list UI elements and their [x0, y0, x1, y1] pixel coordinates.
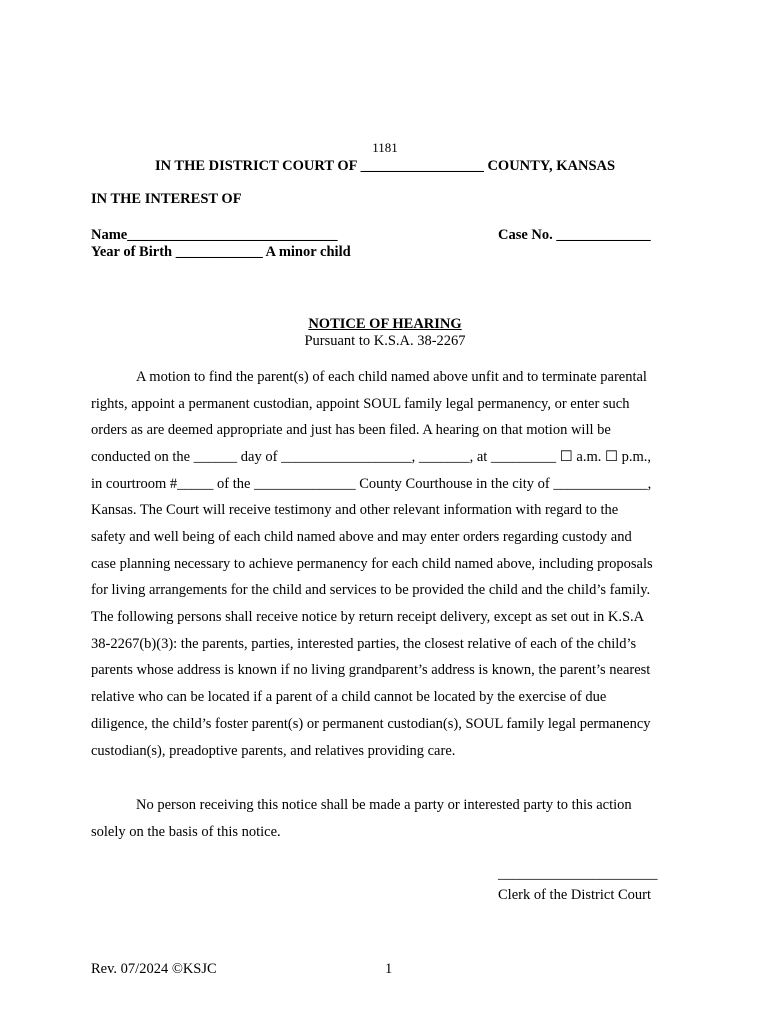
paragraph-line: in courtroom #_____ of the ______________ County Courthouse in the city of _____________,	[91, 476, 652, 492]
form-number: 1181	[372, 140, 398, 155]
paragraph-line: conducted on the ______ day of __________________, _______, at _________ ☐ a.m. ☐ p.m.,	[91, 449, 652, 465]
page-number: 1	[385, 961, 393, 977]
paragraph-line: orders as are deemed appropriate and just has been filed. A hearing on that motion will be	[91, 422, 611, 438]
paragraph-line: The following persons shall receive notice by return receipt delivery, except as set out in K.S.A	[91, 609, 645, 625]
paragraph-line: rights, appoint a permanent custodian, appoint SOUL family legal permanency, or enter such	[91, 396, 630, 412]
case-number-line: Case No. _____________	[498, 227, 651, 243]
year-of-birth-line: Year of Birth ____________ A minor child	[91, 244, 351, 260]
paragraph-line: solely on the basis of this notice.	[91, 824, 281, 840]
paragraph-line: diligence, the child’s foster parent(s) or permanent custodian(s), SOUL family legal permanency	[91, 716, 651, 732]
paragraph-line: A motion to find the parent(s) of each child named above unfit and to terminate parental	[136, 369, 647, 385]
paragraph-line: custodian(s), preadoptive parents, and relatives providing care.	[91, 743, 456, 759]
interest-of-heading: IN THE INTEREST OF	[91, 191, 242, 207]
paragraph-line: case planning necessary to achieve permanency for each child named above, including proposals	[91, 556, 653, 572]
signature-line: ______________________	[498, 866, 658, 882]
notice-subtitle: Pursuant to K.S.A. 38-2267	[304, 333, 466, 349]
paragraph-line: safety and well being of each child named above and may enter orders regarding custody and	[91, 529, 632, 545]
revision-footer: Rev. 07/2024 ©KSJC	[91, 961, 217, 977]
court-title: IN THE DISTRICT COURT OF _________________ COUNTY, KANSAS	[154, 158, 616, 174]
paragraph-line: parents whose address is known if no living grandparent’s address is known, the parent’s nearest	[91, 662, 651, 678]
paragraph-line: relative who can be located if a parent of a child cannot be located by the exercise of due	[91, 689, 607, 705]
notice-title: NOTICE OF HEARING	[308, 316, 462, 332]
paragraph-line: 38-2267(b)(3): the parents, parties, interested parties, the closest relative of each of the child’s	[91, 636, 637, 652]
signature-label: Clerk of the District Court	[498, 887, 652, 903]
paragraph-line: for living arrangements for the child and services to be provided the child and the child’s family.	[91, 582, 651, 598]
name-field-line: Name_____________________________	[91, 227, 338, 243]
paragraph-line: No person receiving this notice shall be made a party or interested party to this action	[136, 797, 632, 813]
paragraph-line: Kansas. The Court will receive testimony and other relevant information with regard to the	[91, 502, 619, 518]
